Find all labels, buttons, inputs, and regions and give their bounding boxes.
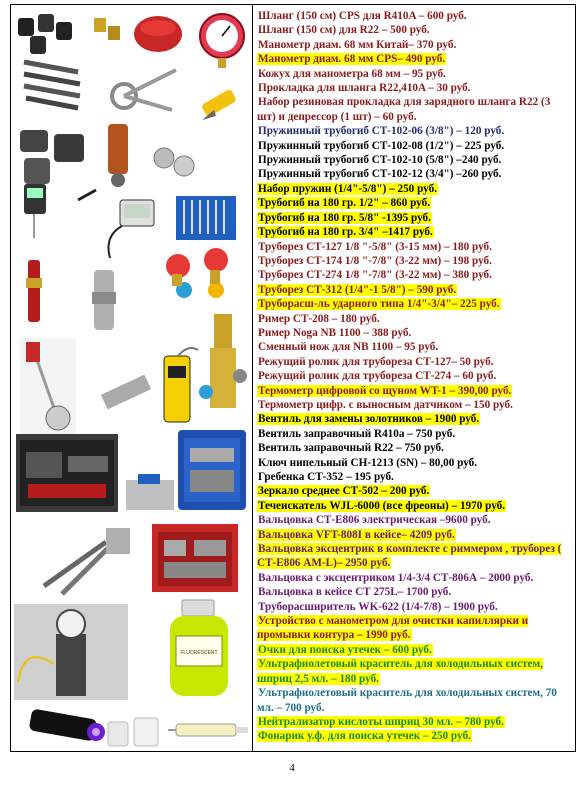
blue-tools-photo — [170, 190, 246, 246]
price-item — [257, 729, 571, 743]
price-item — [257, 67, 571, 81]
price-item — [257, 499, 571, 513]
price-item-text: Очки для поиска утечек – 600 руб. — [258, 643, 432, 656]
price-item-text: Вентиль для замены золотников – 1900 руб. — [258, 413, 480, 426]
price-item — [257, 326, 571, 340]
price-item-text: Вентиль заправочный R410a – 750 руб. — [258, 427, 456, 440]
price-item — [257, 600, 571, 614]
price-item — [257, 528, 571, 542]
price-item — [257, 196, 571, 210]
manometer-photo — [194, 10, 250, 70]
price-item-text: Труборез СТ-174 1/8 "-7/8" (3-22 мм) – 198 руб. — [258, 254, 492, 267]
price-item-text: Вальцовка эксцентрик в комплекте с риммером , труборез ( СТ-Е806 АМ-L)– 2950 руб. — [257, 543, 562, 570]
dye-caps-photo — [104, 712, 164, 752]
price-item — [257, 95, 571, 124]
bottle-label: FLUORESCENT — [180, 650, 218, 656]
price-item — [257, 312, 571, 326]
price-item-text: Ример Noga NB 1100 – 388 руб. — [258, 326, 412, 339]
price-item-text: Труборасш-ль ударного типа 1/4"-3/4"– 225 руб. — [258, 298, 500, 311]
brass-nuts-photo — [92, 12, 122, 52]
price-item-text: Режущий ролик для трубореза СТ-274 – 60 руб. — [258, 370, 497, 383]
price-item-text: Нейтрализатор кислоты шприц 30 мл. – 780 руб. — [258, 715, 504, 728]
spring-benders-photo — [18, 52, 88, 112]
price-item — [257, 268, 571, 282]
price-item — [257, 81, 571, 95]
valve-core-tool-photo — [14, 258, 54, 328]
charging-valves-photo — [158, 240, 248, 310]
uv-dye-bottle-photo — [162, 598, 236, 698]
electric-flaring-case-photo — [14, 432, 120, 514]
column-divider — [252, 4, 253, 752]
price-item — [257, 139, 571, 153]
price-item-text: Шланг (150 см) для R22 – 500 руб. — [258, 24, 430, 37]
price-item — [257, 484, 571, 498]
price-item — [257, 456, 571, 470]
price-item-text: Вентиль заправочный R22 – 750 руб. — [258, 442, 444, 455]
inspection-mirror-photo — [20, 338, 76, 434]
price-item-text: Термометр цифровой со щуном WT-1 – 390,00 руб. — [258, 384, 512, 397]
price-item — [257, 398, 571, 412]
price-item — [257, 643, 571, 657]
price-item-text: Прокладка для шланга R22,410A – 30 руб. — [258, 82, 471, 95]
price-item — [257, 412, 571, 426]
price-item — [257, 715, 571, 729]
probe-thermometer-photo — [18, 180, 98, 240]
price-item — [257, 9, 571, 23]
flaring-kit-case-photo — [176, 428, 248, 512]
valve-caps-photo — [14, 10, 76, 58]
price-item-text: Труборез СТ-312 (1/4"-1 5/8") – 590 руб. — [258, 283, 457, 296]
price-item-text: Вальцовка в кейсе СТ 275L– 1700 руб. — [258, 586, 452, 599]
price-item-text: Пружинный трубогиб СТ-102-10 (5/8") –240 руб. — [258, 154, 502, 167]
price-item-text: Шланг (150 см) CPS для R410A – 600 руб. — [258, 10, 467, 22]
adapter-photo — [84, 266, 124, 336]
leak-detector-photo — [154, 344, 202, 428]
price-item-text: Набор резиновая прокладка для зарядного шланга R22 (3 шт) и депрессор (1 шт) – 60 руб. — [257, 96, 551, 123]
price-item — [257, 686, 571, 715]
price-item-text: Термометр цифр. с выносным датчиком – 150 руб. — [258, 398, 513, 411]
price-item-text: Сменный нож для NB 1100 – 95 руб. — [258, 341, 439, 354]
flaring-tool-photo — [120, 470, 180, 520]
price-item — [257, 657, 571, 686]
price-item — [257, 384, 571, 398]
price-item — [257, 153, 571, 167]
price-item — [257, 254, 571, 268]
price-item-text: Манометр диам. 68 мм Китай– 370 руб. — [258, 38, 457, 51]
red-cap-photo — [128, 10, 186, 56]
price-item — [257, 513, 571, 527]
price-item-text: Пружинный трубогиб СТ-102-12 (3/4") –260 руб. — [258, 168, 502, 181]
price-item-text: Ример СТ-208 – 180 руб. — [258, 312, 380, 325]
price-item — [257, 23, 571, 37]
price-item-text: Течеискатель WJL-6000 (все фреоны) – 1970 руб. — [258, 499, 506, 512]
price-item — [257, 240, 571, 254]
price-item — [257, 542, 571, 571]
price-item-text: Вальцовка с эксцентриком 1/4-3/4 СТ-806А – 2000 руб. — [258, 571, 534, 584]
reamer-photo — [196, 80, 242, 130]
price-item-text: Пружинный трубогиб СТ-102-08 (1/2") – 225 руб. — [258, 139, 505, 152]
flaring-block-photo — [96, 370, 156, 420]
price-item — [257, 571, 571, 585]
price-item-text: Трубогиб на 180 гр. 5/8" -1395 руб. — [258, 211, 431, 224]
price-item — [257, 182, 571, 196]
price-item — [257, 283, 571, 297]
price-item-text: Гребенка СТ-352 – 195 руб. — [258, 471, 394, 483]
tube-expander-photo — [36, 516, 136, 598]
cutting-rollers-photo — [150, 140, 200, 184]
price-list — [257, 9, 571, 744]
price-item-text: Ключ нипельный СН-1213 (SN) – 80,00 руб. — [258, 456, 478, 469]
price-item-text: Набор пружин (1/4"-5/8") – 250 руб. — [258, 182, 437, 195]
price-item-text: Труборез СТ-127 1/8 "-5/8" (3-15 мм) – 180 руб. — [258, 240, 492, 253]
price-item — [257, 52, 571, 66]
price-item — [257, 340, 571, 354]
core-removal-valve-photo — [196, 312, 250, 430]
tube-bender-photo — [100, 60, 180, 120]
syringe-photo — [166, 712, 250, 746]
capillary-cleaning-device-photo — [14, 604, 128, 700]
price-item — [257, 211, 571, 225]
price-item-text: Фонарик у.ф. для поиска утечек – 250 руб. — [258, 730, 471, 743]
price-item-text: Пружинный трубогиб СТ-102-06 (3/8") – 120 руб. — [258, 125, 505, 138]
price-item-text: Трубогиб на 180 гр. 3/4" –1417 руб. — [258, 226, 433, 239]
price-item-text: Вальцовка СТ-Е806 электрическая –9600 руб. — [258, 514, 491, 527]
price-item-text: Режущий ролик для трубореза СТ-127– 50 руб. — [258, 355, 494, 368]
price-item-text: Кожух для манометра 68 мм – 95 руб. — [258, 67, 446, 80]
cutter-vertical-photo — [98, 120, 140, 190]
price-item — [257, 355, 571, 369]
price-item-text: Устройство с манометром для очистки капиллярки и промывки контура – 1990 руб. — [257, 615, 529, 642]
price-item-text: Ультрафиолетовый краситель для холодильных систем, шприц 2,5 мл. – 180 руб. — [257, 658, 543, 685]
price-item — [257, 167, 571, 181]
price-item — [257, 441, 571, 455]
price-item — [257, 225, 571, 239]
price-item — [257, 297, 571, 311]
price-item-text: Зеркало среднее СТ-502 – 200 руб. — [258, 485, 430, 498]
price-item — [257, 470, 571, 484]
price-item — [257, 38, 571, 52]
price-item — [257, 585, 571, 599]
price-item-text: Трубогиб на 180 гр. 1/2" – 860 руб. — [258, 197, 431, 210]
flaring-case-red-photo — [150, 522, 240, 594]
uv-flashlight-photo — [20, 700, 110, 746]
remote-thermometer-photo — [100, 196, 160, 266]
price-item-text: Ультрафиолетовый краситель для холодильных систем, 70 мл. – 700 руб. — [257, 687, 557, 714]
page-number: 4 — [289, 762, 295, 774]
price-item — [257, 427, 571, 441]
price-item-text: Вальцовка VFT-808I в кейсе– 4209 руб. — [258, 528, 455, 541]
price-item — [257, 124, 571, 138]
price-item — [257, 614, 571, 643]
price-item — [257, 369, 571, 383]
price-item-text: Труборез СТ-274 1/8 "-7/8" (3-22 мм) – 380 руб. — [258, 269, 492, 282]
price-item-text: Труборасширитель WK-622 (1/4-7/8) – 1900 руб. — [258, 600, 498, 613]
price-item-text: Манометр диам. 68 мм CPS– 490 руб. — [258, 53, 446, 66]
